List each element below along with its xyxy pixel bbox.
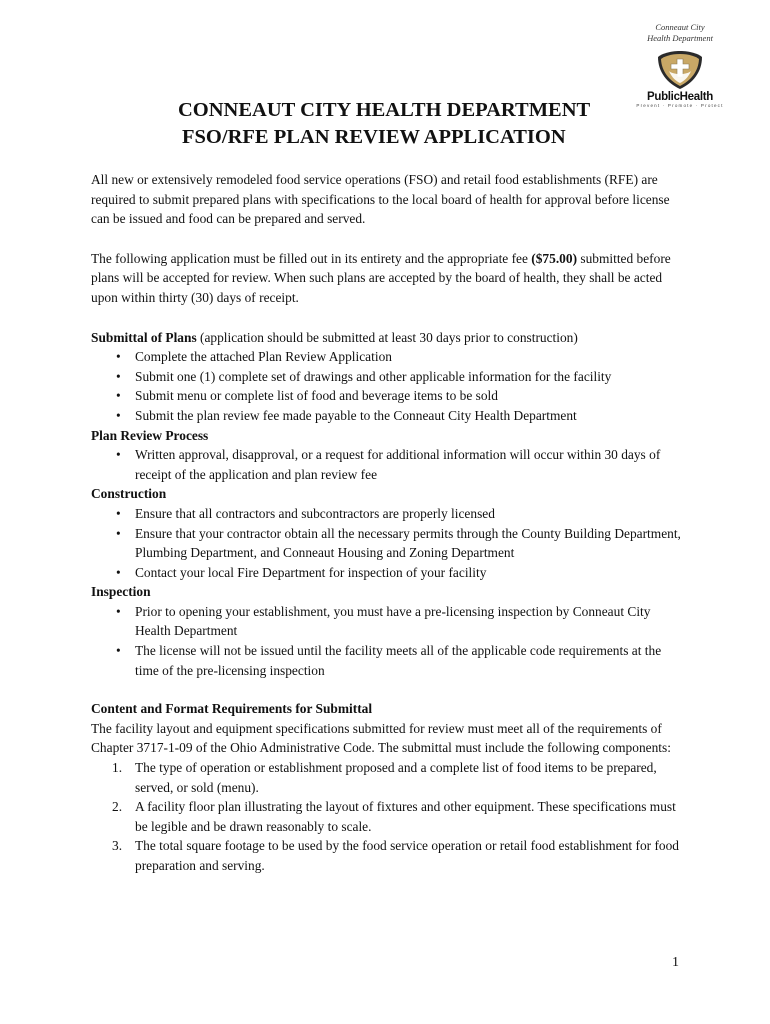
list-item-text: A facility floor plan illustrating the layout of fixtures and other equipment. These specifications must be legible and be drawn reasonably to scale. bbox=[135, 799, 676, 834]
fee-text-before: The following application must be filled out in its entirety and the appropriate fee bbox=[91, 250, 532, 266]
shield-cross-icon bbox=[657, 50, 703, 90]
list-item bbox=[91, 836, 681, 875]
bullet-list bbox=[91, 504, 681, 582]
list-item bbox=[91, 797, 681, 836]
public-health-tagline: Prevent · Promote · Protect bbox=[636, 103, 724, 108]
health-department-logo bbox=[636, 22, 724, 109]
section-inspection bbox=[91, 582, 681, 680]
list-number: 3. bbox=[112, 838, 123, 854]
list-item: • Ensure that your contractor obtain all the necessary permits through the County Building Department, Plumbing Department, and Conneaut Housing and Zoning Department bbox=[91, 524, 681, 563]
section-heading: Submittal of Plans bbox=[91, 329, 197, 345]
list-item: • Submit the plan review fee made payable to the Conneaut City Health Department bbox=[91, 406, 681, 426]
section-heading: Inspection bbox=[91, 584, 151, 600]
numbered-list bbox=[91, 758, 681, 876]
fee-amount: ($75.00) bbox=[531, 250, 578, 266]
page-number: 1 bbox=[672, 955, 679, 970]
document-title bbox=[178, 97, 590, 151]
section-submittal bbox=[91, 328, 681, 426]
bullet-list bbox=[91, 347, 681, 425]
list-item: • Submit menu or complete list of food and beverage items to be sold bbox=[91, 386, 681, 406]
logo-caption-line1: Conneaut City bbox=[655, 22, 705, 32]
intro-paragraph: All new or extensively remodeled food service operations (FSO) and retail food establishments (RFE) are required to submit prepared plans with specifications to the local board of health for approval before license can be issued and food can be prepared and served. bbox=[91, 172, 670, 227]
document-body bbox=[91, 170, 681, 876]
list-item: • Submit one (1) complete set of drawings and other applicable information for the facility bbox=[91, 367, 681, 387]
section-plan-review bbox=[91, 426, 681, 485]
list-item: • Contact your local Fire Department for inspection of your facility bbox=[91, 563, 681, 583]
list-item: • Written approval, disapproval, or a request for additional information will occur within 30 days of receipt of the application and plan review fee bbox=[91, 445, 681, 484]
fee-text-after: submitted before plans will be accepted for review. When such plans are accepted by the board of health, they shall be acted upon within thirty (30) days of receipt. bbox=[91, 250, 671, 305]
title-line-1: CONNEAUT CITY HEALTH DEPARTMENT bbox=[178, 99, 591, 121]
list-item: • Prior to opening your establishment, you must have a pre-licensing inspection by Conneaut City Health Department bbox=[91, 602, 681, 641]
fee-paragraph bbox=[91, 249, 681, 308]
bullet-list bbox=[91, 602, 681, 680]
section-content-format bbox=[91, 699, 681, 875]
list-item: • The license will not be issued until the facility meets all of the applicable code requirements at the time of the pre-licensing inspection bbox=[91, 641, 681, 680]
section-heading-note: (application should be submitted at least 30 days prior to construction) bbox=[196, 329, 578, 345]
title-line-2: FSO/RFE PLAN REVIEW APPLICATION bbox=[182, 126, 566, 148]
bullet-list bbox=[91, 445, 681, 484]
list-number: 1. bbox=[112, 760, 123, 776]
list-item-text: The type of operation or establishment proposed and a complete list of food items to be prepared, served, or sold (menu). bbox=[135, 760, 657, 795]
section-heading: Plan Review Process bbox=[91, 427, 209, 443]
section-heading: Construction bbox=[91, 486, 167, 502]
logo-caption-line2: Health Department bbox=[647, 33, 713, 43]
list-item: • Ensure that all contractors and subcontractors are properly licensed bbox=[91, 504, 681, 524]
public-health-brand: PublicHealth bbox=[646, 91, 714, 103]
list-item-text: The total square footage to be used by the food service operation or retail food establishment for food preparation and serving. bbox=[135, 838, 680, 873]
section-heading: Content and Format Requirements for Submittal bbox=[91, 701, 373, 717]
list-item bbox=[91, 758, 681, 797]
list-item: • Complete the attached Plan Review Application bbox=[91, 347, 681, 367]
content-format-body: The facility layout and equipment specifications submitted for review must meet all of the requirements of Chapter 3717-1-09 of the Ohio Administrative Code. The submittal must include the following components: bbox=[91, 720, 671, 756]
section-construction bbox=[91, 484, 681, 582]
list-number: 2. bbox=[112, 799, 123, 815]
